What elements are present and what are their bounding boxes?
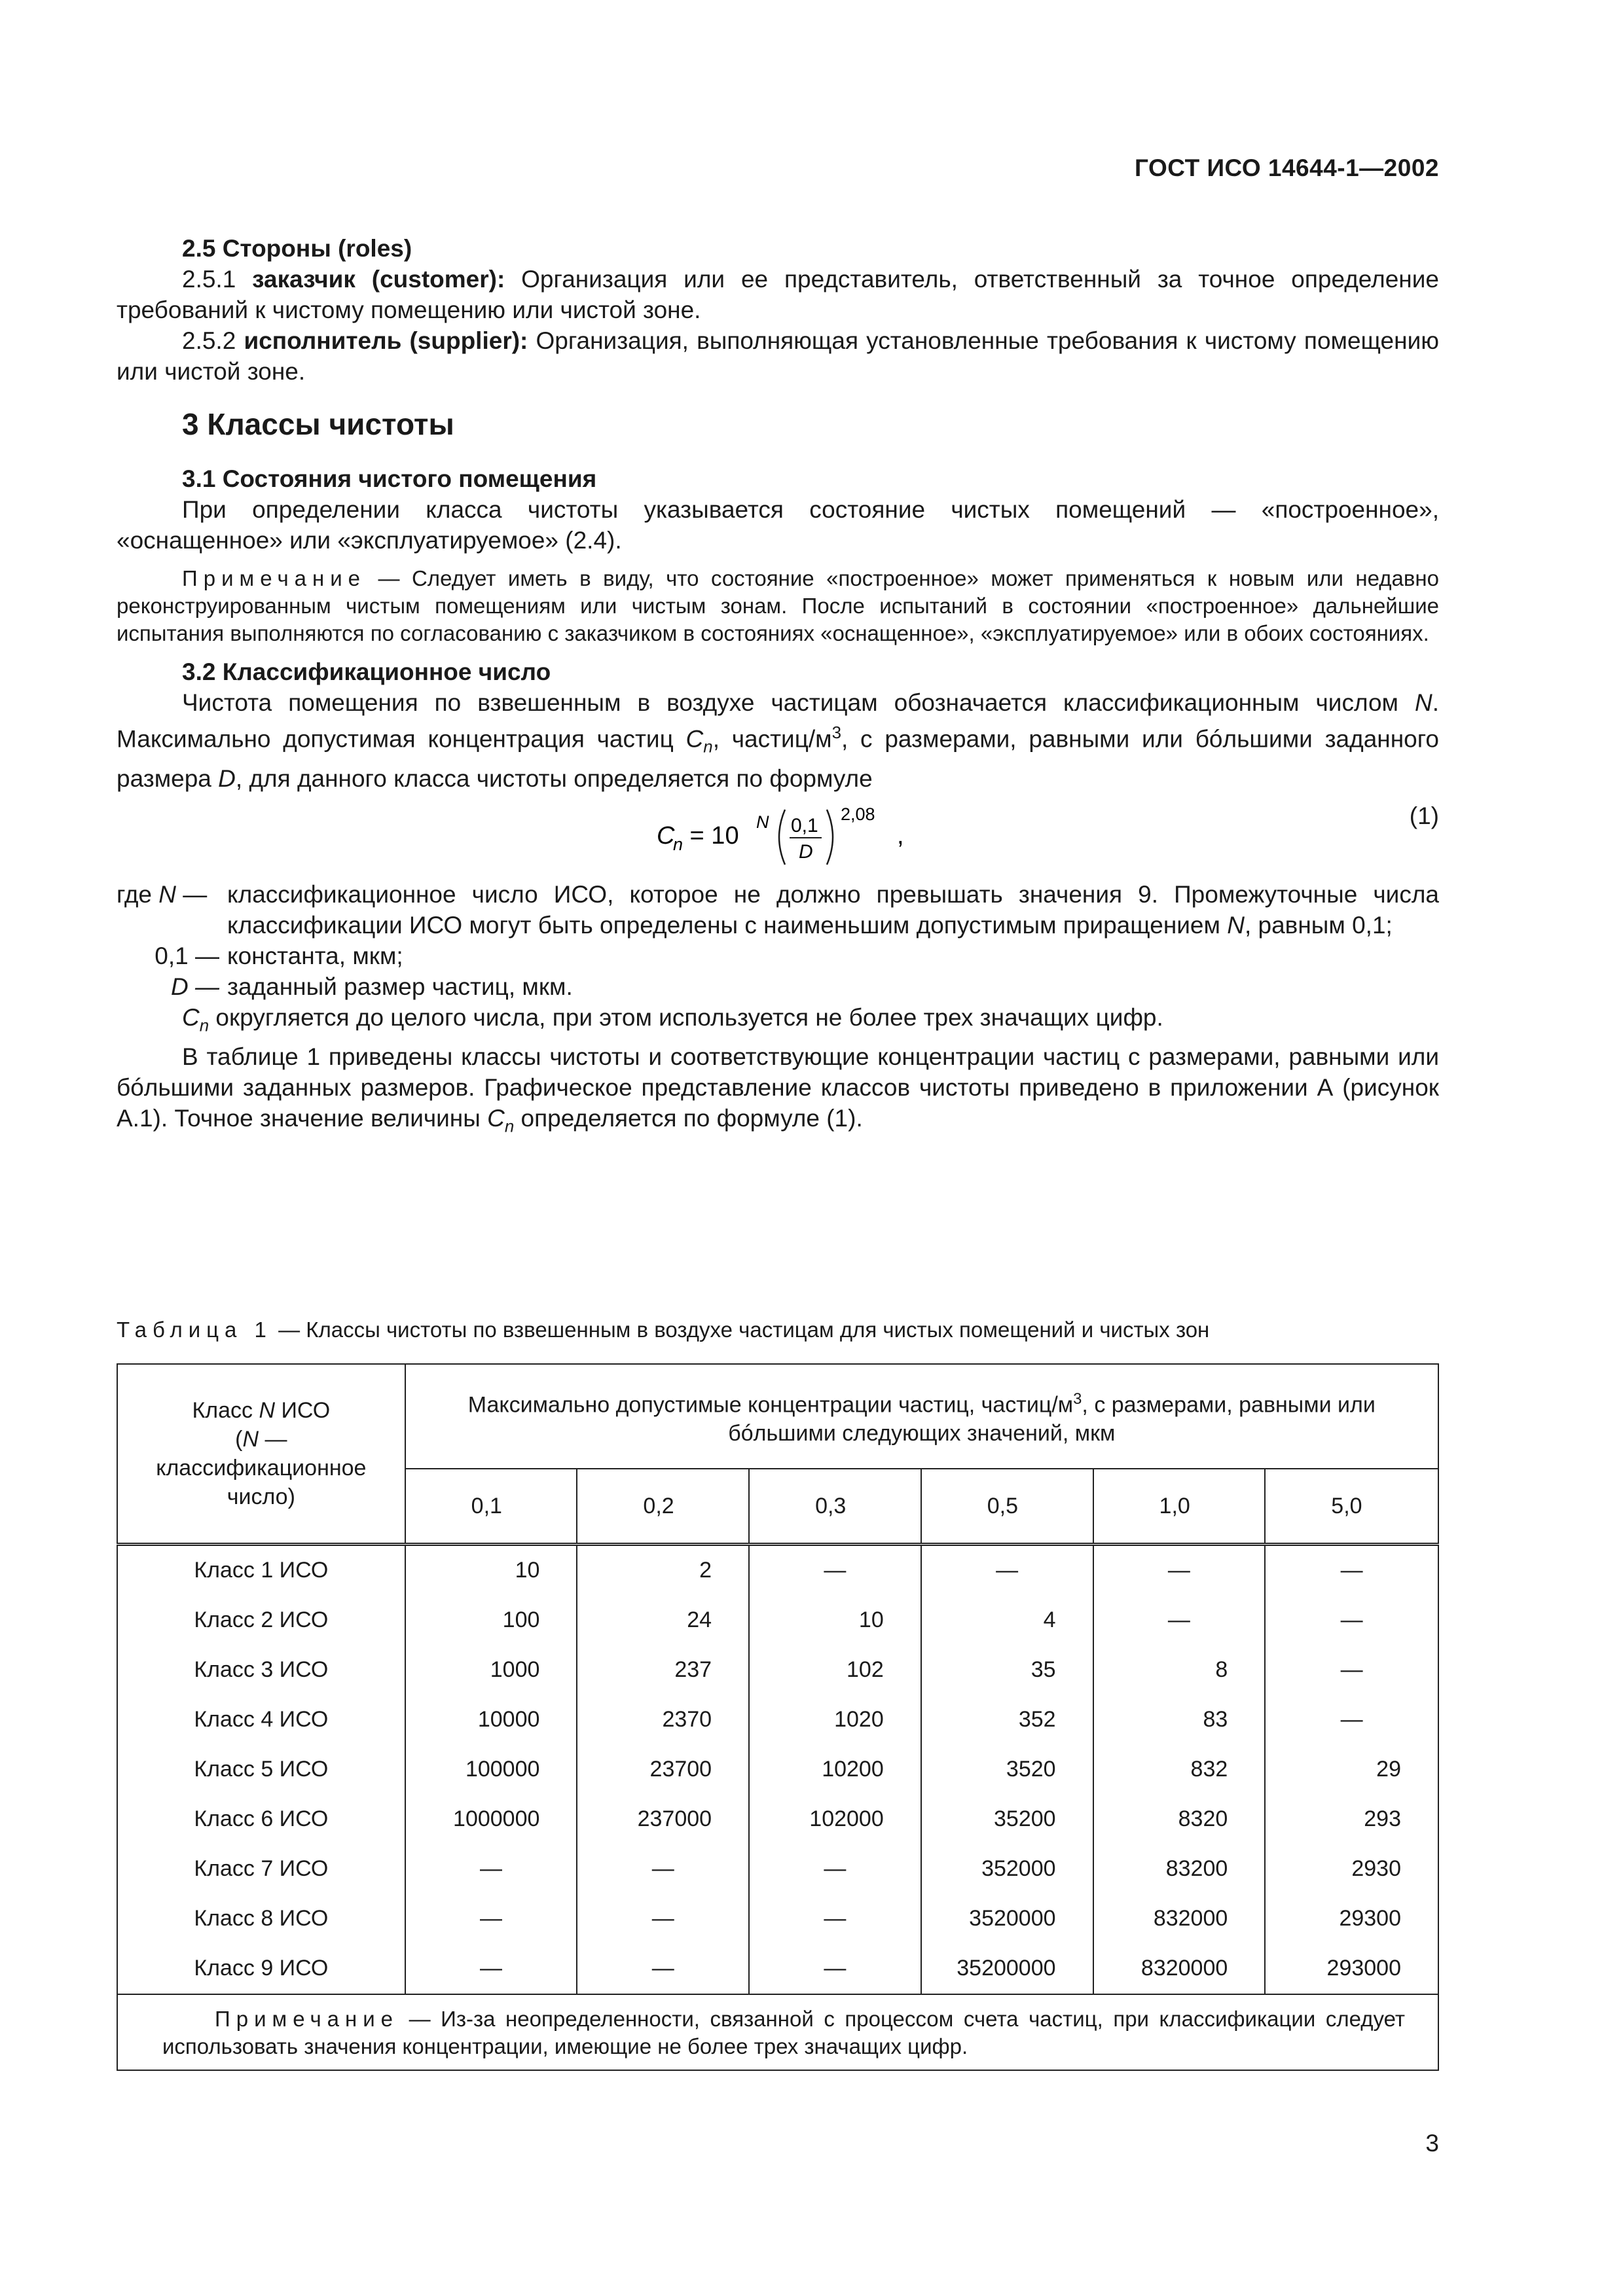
concentration-cell: —: [405, 1844, 577, 1894]
formula-expression: [657, 800, 932, 880]
term-supplier: исполнитель (supplier):: [244, 327, 528, 354]
definition-d-term: D —: [171, 973, 219, 1000]
definitions-list: [117, 879, 1439, 1002]
concentration-cell: 8: [1093, 1645, 1266, 1695]
section-3-2-text: Чистота помещения по взвешенным в воздухе частицам обозначается классификационным числом N. Максимально допустимая концентрация частиц $C_n$, частиц/$м^3$, с размерами, равными или бóльшими заданного размера D, для данного класса чистоты определяется по формуле: [117, 689, 1440, 792]
concentration-cell: 352: [921, 1695, 1093, 1745]
concentration-cell: 83: [1093, 1695, 1266, 1745]
formula-number: (1): [1409, 802, 1439, 829]
definition-supplier: 2.5.2 исполнитель (supplier): Организация, выполняющая установленные требования к чистому помещению или чистой зоне.: [117, 327, 1439, 385]
table-row: [117, 1695, 1438, 1745]
concentration-cell: —: [1265, 1596, 1438, 1645]
term-customer: заказчик (customer):: [252, 266, 505, 293]
concentration-cell: —: [405, 1894, 577, 1944]
definition-d: [117, 971, 1439, 1002]
table-row: [117, 1745, 1438, 1795]
class-cell: Класс 4 ИСО: [117, 1695, 405, 1745]
concentration-cell: —: [577, 1894, 749, 1944]
note-text: — Следует иметь в виду, что состояние «построенное» может применяться к новым или недавно реконструированным чистым помещениям или чистым зонам. После испытаний в состоянии «построенное» дальнейшие испытания выполняются по согласованию с заказчиком в состояниях «оснащенное», «эксплуатируемое» или в обоих состояниях.: [117, 566, 1439, 645]
table-row: [117, 1544, 1438, 1596]
concentration-cell: —: [1093, 1596, 1266, 1645]
concentration-cell: —: [1265, 1544, 1438, 1596]
size-header: 0,3: [749, 1469, 921, 1544]
concentration-cell: 10: [405, 1544, 577, 1596]
concentration-cell: —: [1265, 1645, 1438, 1695]
section-2-5: [117, 233, 1439, 1143]
rounding-paragraph: $C_n$ округляется до целого числа, при этом используется не более трех значащих цифр.: [182, 1003, 1163, 1035]
concentration-cell: 352000: [921, 1844, 1093, 1894]
concentration-cell: 3520: [921, 1745, 1093, 1795]
page-number: 3: [1425, 2130, 1439, 2157]
class-cell: Класс 6 ИСО: [117, 1795, 405, 1844]
class-cell: Класс 7 ИСО: [117, 1844, 405, 1894]
size-header: 0,1: [405, 1469, 577, 1544]
concentration-cell: 29300: [1265, 1894, 1438, 1944]
note-label: Примечание: [182, 566, 367, 590]
concentration-cell: 10: [749, 1596, 921, 1645]
formula-1: [117, 794, 1439, 879]
concentration-cell: 24: [577, 1596, 749, 1645]
definition-constant-text: константа, мкм;: [227, 942, 403, 969]
concentration-cell: 2: [577, 1544, 749, 1596]
concentration-cell: —: [1265, 1695, 1438, 1745]
table-row: [117, 1944, 1438, 1994]
formula-sub-n: n: [673, 834, 684, 854]
concentration-cell: 1000: [405, 1645, 577, 1695]
concentration-cell: —: [749, 1894, 921, 1944]
concentration-cell: 1020: [749, 1695, 921, 1745]
concentration-cell: —: [405, 1944, 577, 1994]
definition-customer-text: Организация или ее представитель, ответственный за точное определение требований к чистому помещению или чистой зоне.: [117, 266, 1439, 323]
concentration-cell: 832: [1093, 1745, 1266, 1795]
concentration-cell: 100000: [405, 1745, 577, 1795]
concentration-cell: 10000: [405, 1695, 577, 1745]
size-header: 0,5: [921, 1469, 1093, 1544]
concentration-cell: 102000: [749, 1795, 921, 1844]
table-1-body: [117, 1544, 1438, 1994]
concentration-cell: —: [577, 1844, 749, 1894]
size-header: 1,0: [1093, 1469, 1266, 1544]
concentration-cell: 23700: [577, 1745, 749, 1795]
concentration-cell: —: [921, 1544, 1093, 1596]
class-cell: Класс 2 ИСО: [117, 1596, 405, 1645]
table-row: [117, 1844, 1438, 1894]
size-header: 0,2: [577, 1469, 749, 1544]
definition-supplier-text: Организация, выполняющая установленные требования к чистому помещению или чистой зоне.: [117, 327, 1439, 385]
table-1: [117, 1363, 1439, 2071]
table-row: [117, 1596, 1438, 1645]
formula-exp-n: N: [756, 812, 769, 832]
section-3-2-heading: 3.2 Классификационное число: [182, 658, 551, 685]
concentration-cell: 10200: [749, 1745, 921, 1795]
section-3-1-text: При определении класса чистоты указывается состояние чистых помещений — «построенное», «оснащенное» или «эксплуатируемое» (2.4).: [117, 496, 1439, 554]
class-cell: Класс 5 ИСО: [117, 1745, 405, 1795]
concentration-cell: 237: [577, 1645, 749, 1695]
table-row: [117, 1795, 1438, 1844]
concentration-cell: 1000000: [405, 1795, 577, 1844]
section-3-1-heading: 3.1 Состояния чистого помещения: [182, 465, 597, 492]
table-row: [117, 1645, 1438, 1695]
concentration-cell: 8320000: [1093, 1944, 1266, 1994]
concentration-cell: —: [1093, 1544, 1266, 1596]
definition-constant-term: 0,1 —: [155, 942, 219, 969]
concentration-cell: 35200: [921, 1795, 1093, 1844]
concentration-cell: 832000: [1093, 1894, 1266, 1944]
table-note: Примечание — Из-за неопределенности, связанной с процессом счета частиц, при классификации следует использовать значения концентрации, имеющие не более трех значащих цифр.: [117, 1994, 1438, 2070]
definition-constant: [117, 941, 1439, 971]
concentration-cell: 293000: [1265, 1944, 1438, 1994]
class-cell: Класс 9 ИСО: [117, 1944, 405, 1994]
column-header-class: Класс N ИСО (N — классификационное число): [117, 1364, 405, 1544]
table-1-title: Таблица 1 — Классы чистоты по взвешенным в воздухе частицам для чистых помещений и чистых зон: [117, 1318, 1210, 1342]
formula-svg: [657, 800, 932, 872]
concentration-cell: —: [577, 1944, 749, 1994]
document-page: [117, 0, 1439, 2296]
concentration-cell: 8320: [1093, 1795, 1266, 1844]
concentration-cell: 4: [921, 1596, 1093, 1645]
definition-d-text: заданный размер частиц, мкм.: [227, 973, 573, 1000]
formula-eq: = 10: [683, 821, 746, 850]
class-cell: Класс 1 ИСО: [117, 1544, 405, 1596]
concentration-cell: 2930: [1265, 1844, 1438, 1894]
section-3-heading: 3 Классы чистоты: [182, 407, 454, 441]
concentration-cell: 100: [405, 1596, 577, 1645]
section-2-5-heading: 2.5 Стороны (roles): [182, 235, 412, 262]
concentration-cell: 2370: [577, 1695, 749, 1745]
concentration-cell: —: [749, 1544, 921, 1596]
class-cell: Класс 3 ИСО: [117, 1645, 405, 1695]
definition-n-text: классификационное число ИСО, которое не должно превышать значения 9. Промежуточные числа классификации ИСО могут быть определены с наименьшим допустимым приращением N, равным 0,1;: [227, 880, 1439, 939]
concentration-cell: —: [749, 1844, 921, 1894]
formula-comma: ,: [897, 821, 904, 850]
table-row: [117, 1894, 1438, 1944]
formula-power: 2,08: [841, 804, 875, 824]
concentration-cell: 102: [749, 1645, 921, 1695]
column-group-header: Максимально допустимые концентрации частиц, частиц/$м^3$, с размерами, равными или бóльшими следующих значений, мкм: [405, 1364, 1438, 1469]
size-header: 5,0: [1265, 1469, 1438, 1544]
standard-header: ГОСТ ИСО 14644-1—2002: [1135, 154, 1439, 181]
definition-n-term: где N —: [117, 880, 208, 908]
definition-customer: 2.5.1 заказчик (customer): Организация или ее представитель, ответственный за точное определение требований к чистому помещению или чистой зоне.: [117, 266, 1439, 323]
definition-n: [117, 879, 1439, 941]
formula-numerator: 0,1: [791, 814, 818, 836]
class-cell: Класс 8 ИСО: [117, 1894, 405, 1944]
concentration-cell: 29: [1265, 1745, 1438, 1795]
formula-denominator: D: [799, 840, 813, 863]
concentration-cell: 237000: [577, 1795, 749, 1844]
concentration-cell: 293: [1265, 1795, 1438, 1844]
concentration-cell: 3520000: [921, 1894, 1093, 1944]
concentration-cell: 83200: [1093, 1844, 1266, 1894]
table-reference-paragraph: В таблице 1 приведены классы чистоты и соответствующие концентрации частиц с размерами, равными или бóльшими заданных размеров. Графическое представление классов чистоты приведено в приложении А (рисунок А.1). Точное значение величины $C_n$ определяется по формуле (1).: [117, 1043, 1439, 1136]
formula-c: C: [657, 821, 675, 850]
concentration-cell: —: [749, 1944, 921, 1994]
concentration-cell: 35: [921, 1645, 1093, 1695]
note-3-1: [117, 565, 1439, 647]
concentration-cell: 35200000: [921, 1944, 1093, 1994]
